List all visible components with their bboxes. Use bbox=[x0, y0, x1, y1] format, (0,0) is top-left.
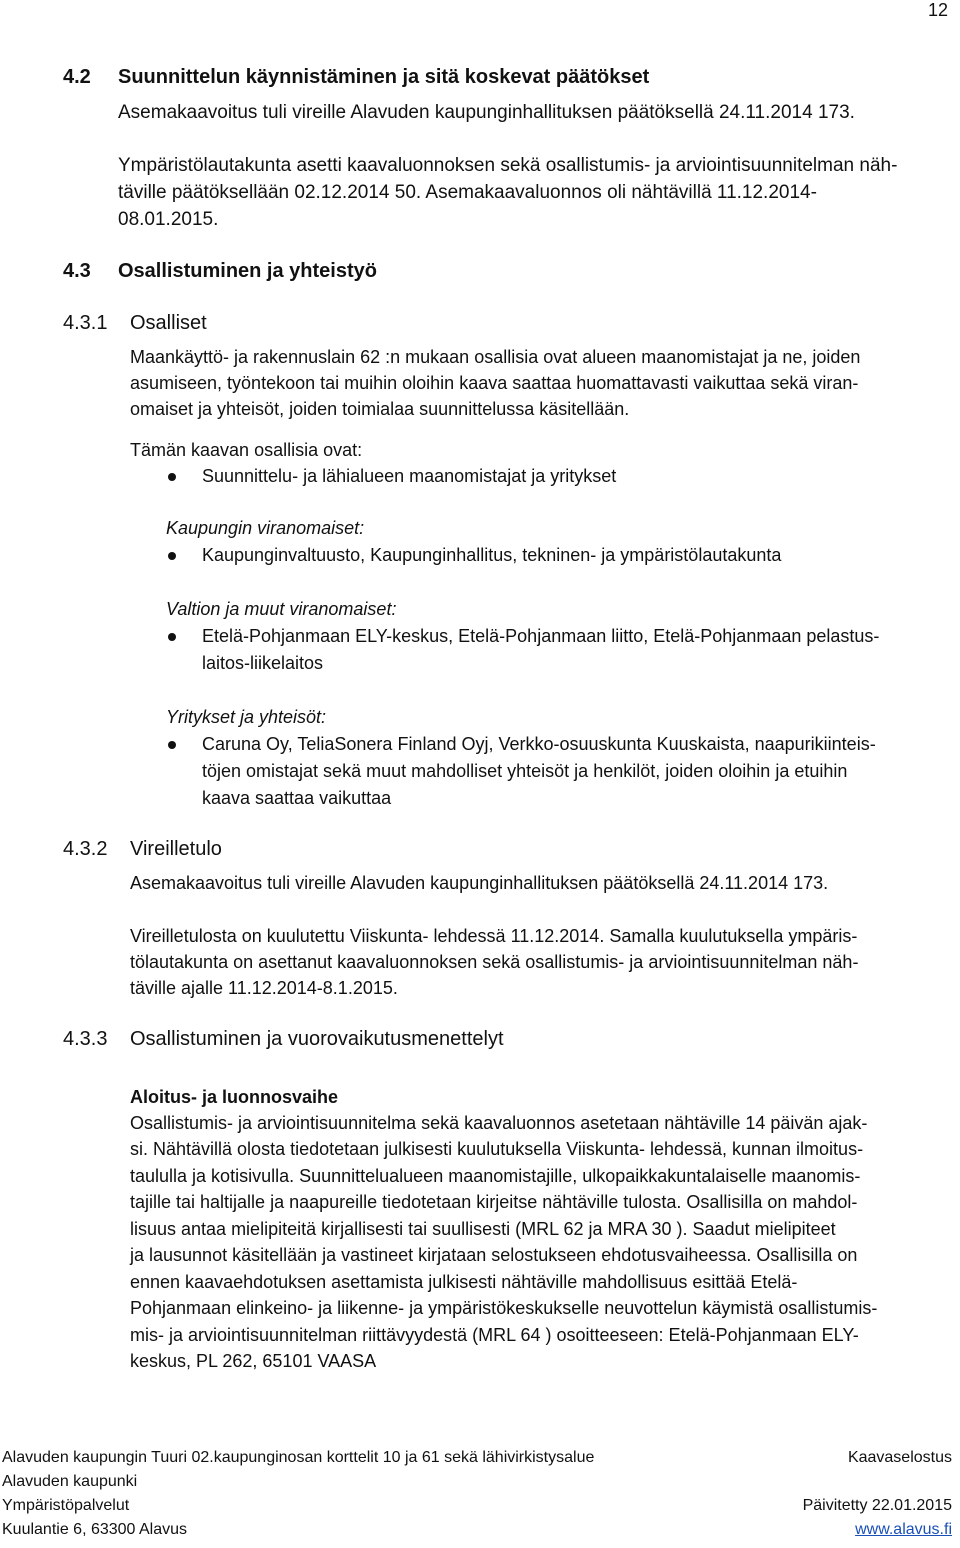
footer-address: Kuulantie 6, 63300 Alavus bbox=[2, 1521, 188, 1538]
section-4-3-3-body-line: ennen kaavaehdotuksen asettamista julkisesti nähtäville mahdollisuus esittää Etelä- bbox=[130, 1272, 798, 1292]
footer-project-name: Alavuden kaupungin Tuuri 02.kaupunginosan korttelit 10 ja 61 sekä lähivirkistysalue bbox=[2, 1449, 595, 1466]
section-4-2-paragraph-2-line: täville päätöksellään 02.12.2014 50. Asemakaavaluonnos oli nähtävillä 11.12.2014- bbox=[118, 182, 817, 203]
participant-group-4-item-line: kaava saattaa vaikuttaa bbox=[202, 788, 392, 808]
section-4-2-paragraph-2-line: Ympäristölautakunta asetti kaavaluonnoksen sekä osallistumis- ja arviointisuunnitelman näh- bbox=[118, 155, 898, 176]
section-number-4-3-1: 4.3.1 bbox=[63, 312, 108, 334]
section-number-4-3-3: 4.3.3 bbox=[63, 1028, 108, 1050]
participant-group-4-item-line: töjen omistajat sekä muut mahdolliset yhteisöt ja henkilöt, joiden oloihin ja etuihin bbox=[202, 761, 848, 781]
section-4-3-2-paragraph-2-line: tölautakunta on asettanut kaavaluonnoksen sekä osallistumis- ja arviointisuunnitelman näh- bbox=[130, 952, 859, 972]
participants-lead: Tämän kaavan osallisia ovat: bbox=[130, 440, 363, 460]
participant-group-2-item: Kaupunginvaltuusto, Kaupunginhallitus, tekninen- ja ympäristölautakunta bbox=[202, 545, 782, 565]
section-4-3-3-body-line: lisuus antaa mielipiteitä kirjallisesti tai suullisesti (MRL 62 ja MRA 30 ). Saadut mielipiteet bbox=[130, 1219, 836, 1239]
section-number-4-2: 4.2 bbox=[63, 66, 91, 88]
participant-group-3-item-line: laitos-liikelaitos bbox=[202, 653, 324, 673]
section-title-4-3: Osallistuminen ja yhteistyö bbox=[118, 260, 377, 282]
section-4-3-1-intro-line: asumiseen, työntekoon tai muihin oloihin kaava saattaa huomattavasti vaikuttaa sekä viran- bbox=[130, 373, 859, 393]
footer-organization: Alavuden kaupunki bbox=[2, 1473, 138, 1490]
section-4-3-3-body-line: mis- ja arviointisuunnitelman riittävyydestä (MRL 64 ) osoitteeseen: Etelä-Pohjanmaan ELY- bbox=[130, 1325, 859, 1345]
footer-document-type: Kaavaselostus bbox=[847, 1449, 952, 1466]
section-4-3-3-body-line: Pohjanmaan elinkeino- ja liikenne- ja ympäristökeskukselle neuvottelun käymistä osallistumis- bbox=[130, 1298, 878, 1318]
footer-updated-date: Päivitetty 22.01.2015 bbox=[802, 1497, 952, 1514]
footer-website-link[interactable]: www.alavus.fi bbox=[855, 1521, 952, 1538]
section-title-4-2: Suunnittelun käynnistäminen ja sitä koskevat päätökset bbox=[118, 66, 650, 88]
section-title-4-3-2: Vireilletulo bbox=[130, 838, 222, 860]
page-number: 12 bbox=[927, 0, 948, 20]
participant-group-2-heading: Kaupungin viranomaiset: bbox=[166, 518, 365, 538]
section-4-3-3-subheading: Aloitus- ja luonnosvaihe bbox=[130, 1087, 339, 1107]
section-4-3-3-body-line: tajille tai haltijalle ja naapureille tiedotetaan kirjeitse nähtäville tulosta. Osallisilla on mahdol- bbox=[130, 1192, 858, 1212]
section-4-3-3-body-line: taululla ja kotisivulla. Suunnittelualueen maanomistajille, ulkopaikkakuntalaiselle maanomis- bbox=[130, 1166, 861, 1186]
section-4-3-1-intro-line: Maankäyttö- ja rakennuslain 62 :n mukaan osallisia ovat alueen maanomistajat ja ne, joiden bbox=[130, 347, 861, 367]
section-4-3-3-body-line: Osallistumis- ja arviointisuunnitelma sekä kaavaluonnos asetetaan nähtäville 14 päivän ajak- bbox=[130, 1113, 868, 1133]
section-4-3-3-body-line: keskus, PL 262, 65101 VAASA bbox=[130, 1351, 377, 1371]
section-4-2-paragraph-1: Asemakaavoitus tuli vireille Alavuden kaupunginhallituksen päätöksellä 24.11.2014 173. bbox=[118, 102, 855, 123]
participant-group-4-item-line: Caruna Oy, TeliaSonera Finland Oyj, Verkko-osuuskunta Kuuskaista, naapurikiinteis- bbox=[202, 734, 876, 754]
section-4-3-2-paragraph-2-line: täville ajalle 11.12.2014-8.1.2015. bbox=[130, 978, 398, 998]
section-4-3-3-body-line: ja lausunnot käsitellään ja vastineet kirjataan selostukseen ehdotusvaiheessa. Osallisilla on bbox=[130, 1245, 858, 1265]
section-4-3-1-intro-line: omaiset ja yhteisöt, joiden toimialaa suunnittelussa käsitellään. bbox=[130, 399, 630, 419]
section-number-4-3-2: 4.3.2 bbox=[63, 838, 108, 860]
bullet-icon bbox=[168, 552, 176, 560]
participant-group-3-item-line: Etelä-Pohjanmaan ELY-keskus, Etelä-Pohjanmaan liitto, Etelä-Pohjanmaan pelastus- bbox=[202, 626, 880, 646]
bullet-icon bbox=[168, 473, 176, 481]
section-title-4-3-1: Osalliset bbox=[130, 312, 207, 334]
section-title-4-3-3: Osallistuminen ja vuorovaikutusmenettelyt bbox=[130, 1028, 504, 1050]
bullet-icon bbox=[168, 741, 176, 749]
section-4-3-2-paragraph-1: Asemakaavoitus tuli vireille Alavuden kaupunginhallituksen päätöksellä 24.11.2014 173. bbox=[130, 873, 829, 893]
section-4-2-paragraph-2-line: 08.01.2015. bbox=[118, 209, 219, 230]
section-4-3-3-body-line: si. Nähtävillä olosta tiedotetaan julkisesti kuulutuksella Viiskunta- lehdessä, kunnan ilmoitus- bbox=[130, 1139, 864, 1159]
participant-group-3-heading: Valtion ja muut viranomaiset: bbox=[166, 599, 397, 619]
participant-group-4-heading: Yritykset ja yhteisöt: bbox=[166, 707, 327, 727]
bullet-icon bbox=[168, 633, 176, 641]
footer-department: Ympäristöpalvelut bbox=[2, 1497, 130, 1514]
section-4-3-2-paragraph-2-line: Vireilletulosta on kuulutettu Viiskunta- lehdessä 11.12.2014. Samalla kuulutuksella ympäris- bbox=[130, 926, 858, 946]
participant-group-1-item: Suunnittelu- ja lähialueen maanomistajat ja yritykset bbox=[202, 466, 617, 486]
section-number-4-3: 4.3 bbox=[63, 260, 91, 282]
